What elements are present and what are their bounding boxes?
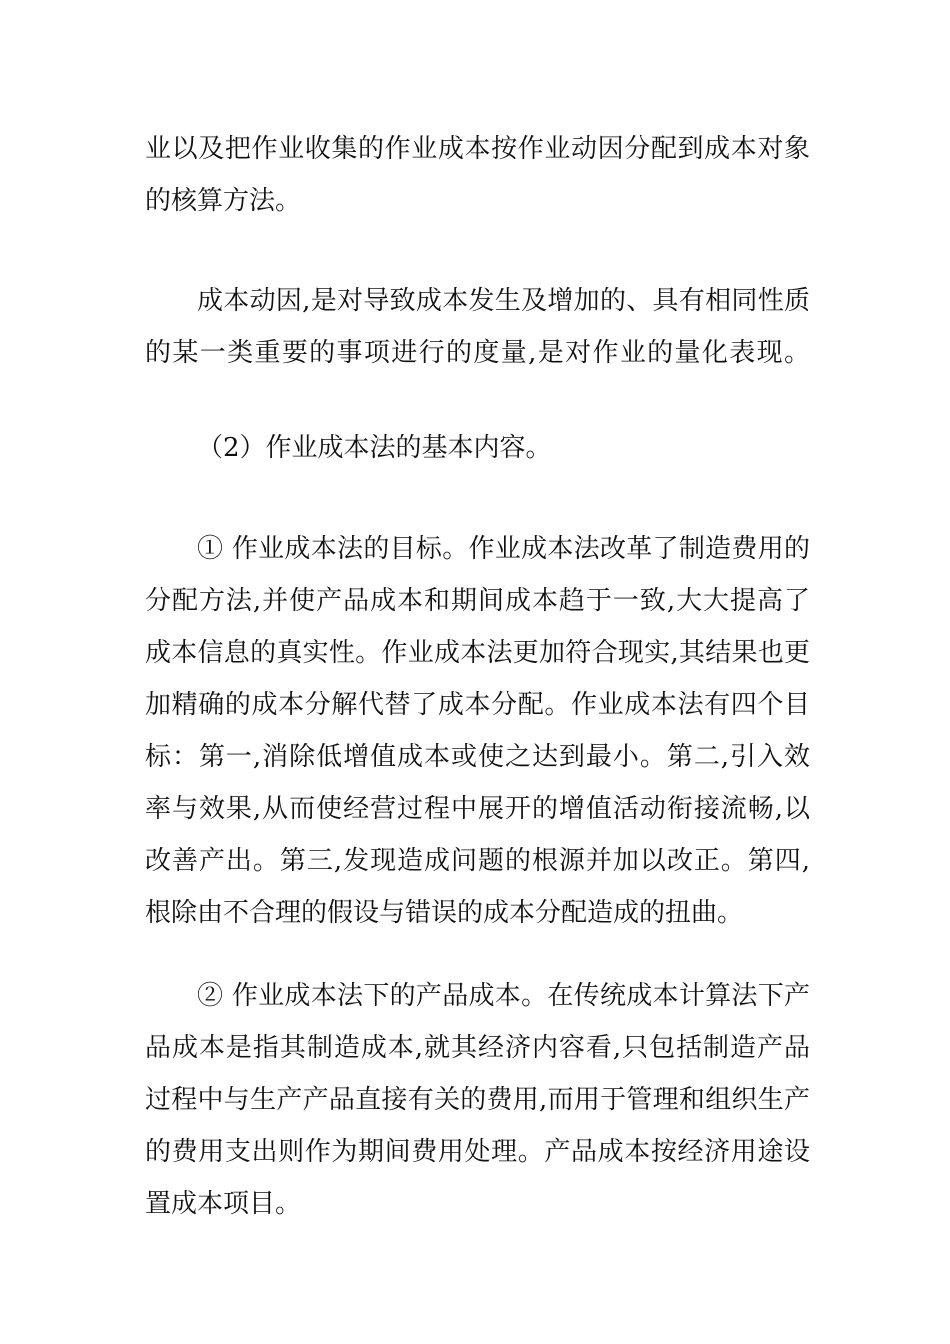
text-line: 的某一类重要的事项进行的度量,是对作业的量化表现。 <box>145 338 810 368</box>
text-line: 分配方法,并使产品成本和期间成本趋于一致,大大提高了 <box>145 586 810 616</box>
text-line: ② 作业成本法下的产品成本。在传统成本计算法下产 <box>197 981 810 1011</box>
text-line: 成本动因,是对导致成本发生及增加的、具有相同性质 <box>197 286 810 316</box>
text-line: 过程中与生产产品直接有关的费用,而用于管理和组织生产 <box>145 1085 810 1115</box>
paragraph-abc-definition-end <box>145 123 810 227</box>
text-line: 根除由不合理的假设与错误的成本分配造成的扭曲。 <box>145 898 744 928</box>
paragraph-cost-driver <box>145 275 810 379</box>
paragraph-abc-objectives <box>145 523 810 939</box>
text-line: （2）作业成本法的基本内容。 <box>197 433 552 463</box>
text-line: 业以及把作业收集的作业成本按作业动因分配到成本对象 <box>145 134 810 164</box>
section-heading-basic-content <box>145 422 810 474</box>
text-line: 加精确的成本分解代替了成本分配。作业成本法有四个目 <box>145 690 810 720</box>
text-line: 改善产出。第三,发现造成问题的根源并加以改正。第四, <box>145 846 810 876</box>
paragraph-product-cost <box>145 970 810 1230</box>
text-line: 的核算方法。 <box>145 186 302 216</box>
text-line: 置成本项目。 <box>145 1189 302 1219</box>
text-line: 标：第一,消除低增值成本或使之达到最小。第二,引入效 <box>145 742 810 772</box>
text-line: ① 作业成本法的目标。作业成本法改革了制造费用的 <box>197 534 810 564</box>
text-line: 成本信息的真实性。作业成本法更加符合现实,其结果也更 <box>145 638 810 668</box>
text-line: 率与效果,从而使经营过程中展开的增值活动衔接流畅,以 <box>145 794 810 824</box>
text-line: 品成本是指其制造成本,就其经济内容看,只包括制造产品 <box>145 1033 810 1063</box>
text-line: 的费用支出则作为期间费用处理。产品成本按经济用途设 <box>145 1137 810 1167</box>
